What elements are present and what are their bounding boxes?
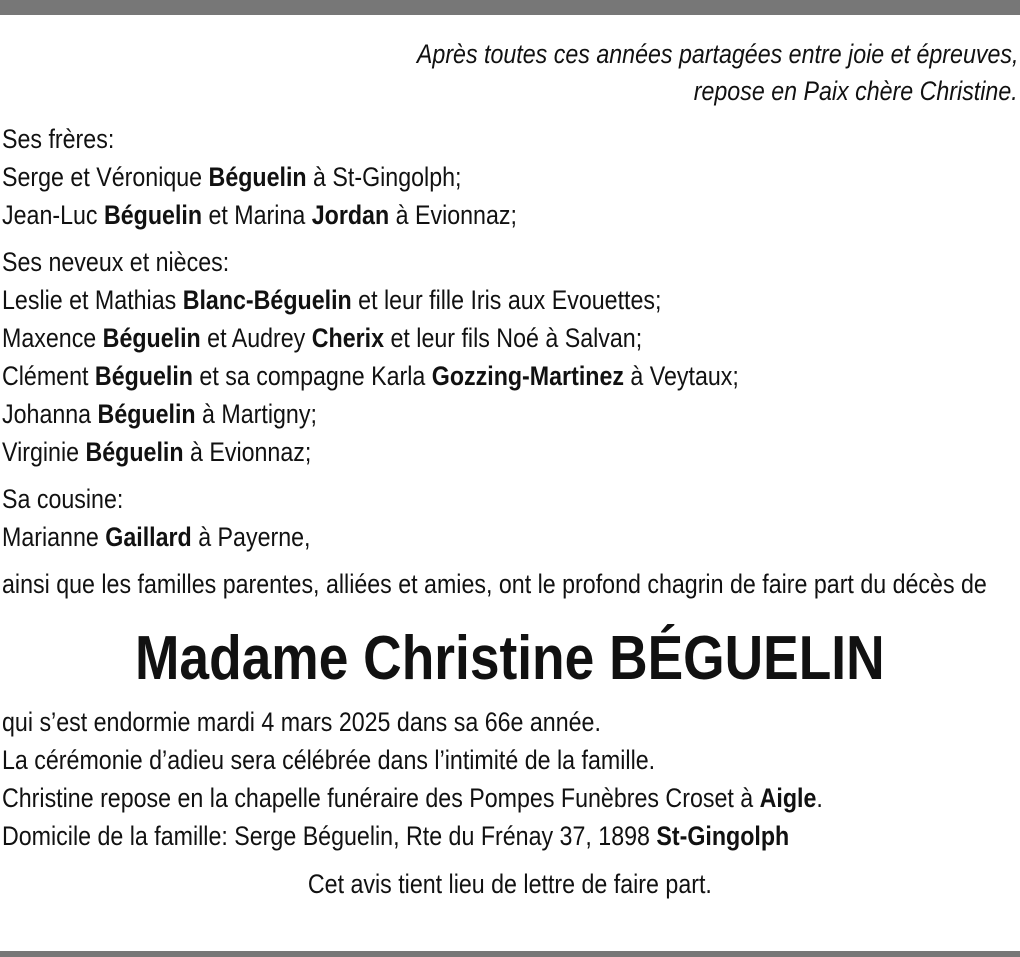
detail-line xyxy=(2,779,1018,817)
text-segment: Virginie xyxy=(2,437,86,467)
surname: Béguelin xyxy=(102,323,201,353)
surname: Béguelin xyxy=(94,361,193,391)
text-segment: Johanna xyxy=(2,399,98,429)
top-border xyxy=(0,0,1020,15)
family-entry xyxy=(2,196,1018,234)
text-segment: Clément xyxy=(2,361,95,391)
text-segment: Domicile de la famille: Serge Béguelin, Rte du Frénay 37, 1898 xyxy=(2,821,657,851)
family-entry xyxy=(2,281,1018,319)
family-groups xyxy=(2,120,1018,556)
closing-note: Cet avis tient lieu de lettre de faire part. xyxy=(308,869,712,899)
text-segment: La cérémonie d’adieu sera célébrée dans l’intimité de la famille. xyxy=(2,745,656,775)
text-segment: à Evionnaz; xyxy=(183,437,312,467)
epigraph-line: Après toutes ces années partagées entre joie et épreuves, xyxy=(416,39,1018,69)
family-entry xyxy=(2,518,1018,556)
surname: Aigle xyxy=(759,783,817,813)
detail-line xyxy=(2,703,1018,741)
surname: Gaillard xyxy=(105,522,192,552)
text-segment: Jean-Luc xyxy=(2,200,104,230)
details xyxy=(2,703,1018,855)
text-segment: Leslie et Mathias xyxy=(2,285,183,315)
death-notice xyxy=(2,36,1018,903)
family-entry xyxy=(2,357,1018,395)
group-heading: Ses neveux et nièces: xyxy=(2,247,230,277)
bottom-border xyxy=(0,951,1020,957)
surname: Cherix xyxy=(311,323,385,353)
text-segment: et sa compagne Karla xyxy=(192,361,432,391)
group-heading: Ses frères: xyxy=(2,124,115,154)
text-segment: et Audrey xyxy=(200,323,312,353)
surname: St-Gingolph xyxy=(656,821,790,851)
text-segment: à Payerne, xyxy=(191,522,311,552)
epigraph xyxy=(2,36,1018,110)
surname: Béguelin xyxy=(97,399,196,429)
text-segment: et leur fils Noé à Salvan; xyxy=(384,323,643,353)
text-segment: à Veytaux; xyxy=(623,361,739,391)
family-entry xyxy=(2,158,1018,196)
epigraph-line: repose en Paix chère Christine. xyxy=(694,76,1018,106)
deceased-name: Madame Christine BÉGUELIN xyxy=(135,624,885,693)
family-group xyxy=(2,120,1018,234)
family-group xyxy=(2,480,1018,556)
detail-line xyxy=(2,741,1018,779)
text-segment: Maxence xyxy=(2,323,103,353)
text-segment: à Evionnaz; xyxy=(389,200,517,230)
text-segment: et leur fille Iris aux Evouettes; xyxy=(351,285,662,315)
text-segment: à St-Gingolph; xyxy=(306,162,462,192)
family-entry xyxy=(2,395,1018,433)
surname: Béguelin xyxy=(85,437,184,467)
family-entry xyxy=(2,319,1018,357)
announcement: ainsi que les familles parentes, alliées et amies, ont le profond chagrin de faire part du décès de xyxy=(2,569,987,599)
surname: Béguelin xyxy=(103,200,203,230)
family-entry xyxy=(2,433,1018,471)
text-segment: . xyxy=(816,783,823,813)
family-group xyxy=(2,243,1018,471)
group-heading: Sa cousine: xyxy=(2,484,124,514)
text-segment: à Martigny; xyxy=(195,399,317,429)
detail-line xyxy=(2,817,1018,855)
surname: Béguelin xyxy=(208,162,307,192)
text-segment: et Marina xyxy=(202,200,312,230)
text-segment: Christine repose en la chapelle funéraire des Pompes Funèbres Croset à xyxy=(2,783,760,813)
text-segment: Marianne xyxy=(2,522,106,552)
text-segment: Serge et Véronique xyxy=(2,162,209,192)
surname: Blanc-Béguelin xyxy=(182,285,352,315)
surname: Gozzing-Martinez xyxy=(431,361,624,391)
text-segment: qui s’est endormie mardi 4 mars 2025 dans sa 66e année. xyxy=(2,707,601,737)
surname: Jordan xyxy=(311,200,390,230)
